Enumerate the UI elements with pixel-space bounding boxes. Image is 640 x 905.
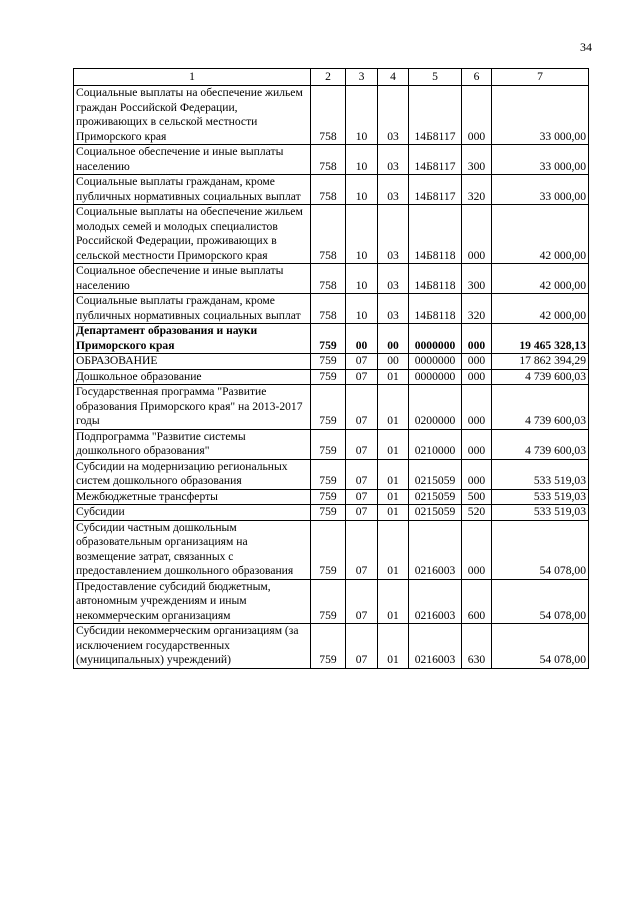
cell-name: Субсидии частным дошкольным образовательным организациям на возмещение затрат, связанных с предоставлением дошкольного образования	[74, 520, 311, 579]
cell-section: 10	[346, 294, 378, 324]
budget-table	[73, 68, 589, 669]
cell-code: 758	[311, 294, 346, 324]
cell-expense-type: 000	[462, 86, 492, 145]
cell-name: Социальные выплаты гражданам, кроме публичных нормативных социальных выплат	[74, 175, 311, 205]
cell-name: Субсидии некоммерческим организациям (за исключением государственных (муниципальных) учреждений)	[74, 624, 311, 669]
cell-code: 758	[311, 175, 346, 205]
cell-amount: 17 862 394,29	[492, 354, 589, 370]
cell-amount: 4 739 600,03	[492, 429, 589, 459]
cell-section: 07	[346, 429, 378, 459]
cell-expense-type: 000	[462, 354, 492, 370]
cell-target-article: 0210000	[409, 429, 462, 459]
cell-target-article: 0000000	[409, 369, 462, 385]
cell-target-article: 14Б8118	[409, 294, 462, 324]
cell-target-article: 14Б8118	[409, 205, 462, 264]
cell-section: 07	[346, 385, 378, 430]
cell-expense-type: 300	[462, 145, 492, 175]
cell-subsection: 00	[378, 324, 409, 354]
cell-expense-type: 300	[462, 264, 492, 294]
cell-code: 759	[311, 489, 346, 505]
cell-target-article: 0200000	[409, 385, 462, 430]
cell-subsection: 01	[378, 489, 409, 505]
header-col-7: 7	[492, 69, 589, 86]
cell-target-article: 0216003	[409, 579, 462, 624]
cell-code: 759	[311, 579, 346, 624]
cell-expense-type: 000	[462, 324, 492, 354]
cell-code: 759	[311, 324, 346, 354]
cell-target-article: 0215059	[409, 459, 462, 489]
cell-subsection: 01	[378, 624, 409, 669]
header-row	[74, 69, 589, 86]
cell-name: Социальное обеспечение и иные выплаты населению	[74, 264, 311, 294]
cell-name: Дошкольное образование	[74, 369, 311, 385]
table-row	[74, 145, 589, 175]
cell-section: 00	[346, 324, 378, 354]
table-row	[74, 489, 589, 505]
table-row	[74, 175, 589, 205]
table-row	[74, 505, 589, 521]
cell-code: 758	[311, 205, 346, 264]
page-number: 34	[580, 40, 592, 54]
cell-subsection: 01	[378, 579, 409, 624]
cell-section: 07	[346, 624, 378, 669]
cell-subsection: 01	[378, 520, 409, 579]
cell-name: Подпрограмма "Развитие системы дошкольного образования"	[74, 429, 311, 459]
cell-name: Субсидии	[74, 505, 311, 521]
table-row	[74, 459, 589, 489]
cell-expense-type: 320	[462, 294, 492, 324]
cell-subsection: 01	[378, 429, 409, 459]
cell-amount: 4 739 600,03	[492, 385, 589, 430]
cell-expense-type: 000	[462, 205, 492, 264]
header-col-6: 6	[462, 69, 492, 86]
cell-amount: 533 519,03	[492, 505, 589, 521]
cell-code: 759	[311, 459, 346, 489]
cell-name: Государственная программа "Развитие образования Приморского края" на 2013-2017 годы	[74, 385, 311, 430]
cell-expense-type: 000	[462, 385, 492, 430]
cell-code: 759	[311, 354, 346, 370]
cell-subsection: 03	[378, 264, 409, 294]
cell-section: 10	[346, 175, 378, 205]
table-body	[74, 86, 589, 669]
cell-subsection: 01	[378, 505, 409, 521]
cell-name: ОБРАЗОВАНИЕ	[74, 354, 311, 370]
cell-target-article: 14Б8117	[409, 86, 462, 145]
cell-code: 758	[311, 264, 346, 294]
cell-target-article: 14Б8117	[409, 175, 462, 205]
cell-target-article: 0000000	[409, 354, 462, 370]
cell-name: Субсидии на модернизацию региональных систем дошкольного образования	[74, 459, 311, 489]
cell-expense-type: 320	[462, 175, 492, 205]
cell-subsection: 01	[378, 385, 409, 430]
cell-subsection: 01	[378, 459, 409, 489]
cell-amount: 54 078,00	[492, 579, 589, 624]
cell-code: 759	[311, 505, 346, 521]
table-row	[74, 205, 589, 264]
cell-subsection: 03	[378, 294, 409, 324]
cell-expense-type: 000	[462, 429, 492, 459]
cell-expense-type: 630	[462, 624, 492, 669]
cell-target-article: 0215059	[409, 505, 462, 521]
cell-amount: 42 000,00	[492, 205, 589, 264]
cell-name: Социальные выплаты на обеспечение жильем молодых семей и молодых специалистов Российской Федерации, проживающих в сельской местности Приморского края	[74, 205, 311, 264]
cell-amount: 33 000,00	[492, 175, 589, 205]
cell-code: 758	[311, 145, 346, 175]
header-col-1: 1	[74, 69, 311, 86]
cell-code: 759	[311, 369, 346, 385]
cell-name: Межбюджетные трансферты	[74, 489, 311, 505]
cell-code: 758	[311, 86, 346, 145]
cell-amount: 19 465 328,13	[492, 324, 589, 354]
cell-amount: 4 739 600,03	[492, 369, 589, 385]
cell-subsection: 03	[378, 86, 409, 145]
cell-name: Социальные выплаты гражданам, кроме публичных нормативных социальных выплат	[74, 294, 311, 324]
cell-name: Социальное обеспечение и иные выплаты населению	[74, 145, 311, 175]
cell-section: 10	[346, 86, 378, 145]
cell-section: 07	[346, 489, 378, 505]
cell-subsection: 01	[378, 369, 409, 385]
cell-expense-type: 500	[462, 489, 492, 505]
header-col-4: 4	[378, 69, 409, 86]
cell-code: 759	[311, 385, 346, 430]
cell-amount: 33 000,00	[492, 86, 589, 145]
table-row	[74, 429, 589, 459]
table-row	[74, 354, 589, 370]
cell-amount: 54 078,00	[492, 520, 589, 579]
cell-expense-type: 000	[462, 369, 492, 385]
cell-section: 07	[346, 369, 378, 385]
cell-section: 07	[346, 354, 378, 370]
cell-name: Департамент образования и науки Приморского края	[74, 324, 311, 354]
cell-amount: 42 000,00	[492, 294, 589, 324]
cell-subsection: 03	[378, 175, 409, 205]
cell-section: 07	[346, 520, 378, 579]
cell-name: Социальные выплаты на обеспечение жильем граждан Российской Федерации, проживающих в сельской местности Приморского края	[74, 86, 311, 145]
cell-code: 759	[311, 429, 346, 459]
cell-expense-type: 000	[462, 459, 492, 489]
cell-code: 759	[311, 520, 346, 579]
header-col-5: 5	[409, 69, 462, 86]
cell-target-article: 14Б8118	[409, 264, 462, 294]
table-row	[74, 579, 589, 624]
cell-subsection: 03	[378, 145, 409, 175]
cell-name: Предоставление субсидий бюджетным, автономным учреждениям и иным некоммерческим организациям	[74, 579, 311, 624]
table-row	[74, 369, 589, 385]
table-row	[74, 86, 589, 145]
header-col-2: 2	[311, 69, 346, 86]
cell-section: 10	[346, 264, 378, 294]
table-row	[74, 264, 589, 294]
cell-subsection: 00	[378, 354, 409, 370]
table-row	[74, 294, 589, 324]
cell-target-article: 0216003	[409, 624, 462, 669]
table-row	[74, 624, 589, 669]
table-row	[74, 520, 589, 579]
cell-expense-type: 600	[462, 579, 492, 624]
cell-section: 07	[346, 505, 378, 521]
cell-subsection: 03	[378, 205, 409, 264]
cell-expense-type: 520	[462, 505, 492, 521]
header-col-3: 3	[346, 69, 378, 86]
cell-section: 10	[346, 205, 378, 264]
cell-section: 10	[346, 145, 378, 175]
cell-section: 07	[346, 579, 378, 624]
cell-expense-type: 000	[462, 520, 492, 579]
cell-target-article: 14Б8117	[409, 145, 462, 175]
cell-amount: 533 519,03	[492, 489, 589, 505]
table-row	[74, 385, 589, 430]
table-row	[74, 324, 589, 354]
cell-code: 759	[311, 624, 346, 669]
cell-amount: 33 000,00	[492, 145, 589, 175]
cell-amount: 533 519,03	[492, 459, 589, 489]
cell-target-article: 0215059	[409, 489, 462, 505]
cell-amount: 42 000,00	[492, 264, 589, 294]
cell-target-article: 0000000	[409, 324, 462, 354]
cell-amount: 54 078,00	[492, 624, 589, 669]
cell-section: 07	[346, 459, 378, 489]
cell-target-article: 0216003	[409, 520, 462, 579]
